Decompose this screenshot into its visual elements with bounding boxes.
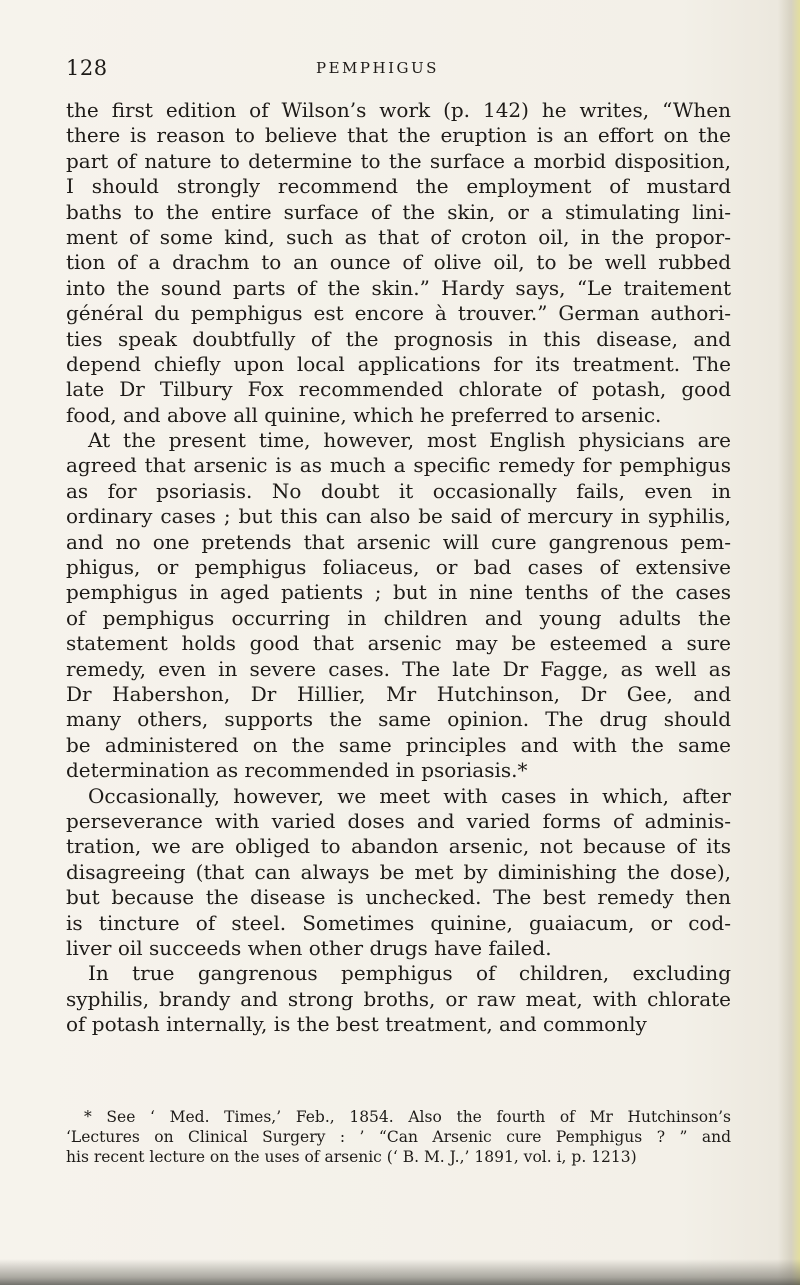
body-line: At the present time, however, most English physicians are bbox=[88, 428, 731, 453]
footnote-line: ‘Lectures on Clinical Surgery : ’ “Can Arsenic cure Pemphigus ? ” and bbox=[66, 1128, 731, 1146]
footnotes bbox=[66, 1107, 731, 1167]
body-line: but because the disease is unchecked. The best remedy then bbox=[66, 885, 731, 910]
footnote-line: * See ‘ Med. Times,’ Feb., 1854. Also the fourth of Mr Hutchinson’s bbox=[84, 1108, 731, 1126]
body-line: In true gangrenous pemphigus of children, excluding bbox=[88, 961, 731, 986]
body-line: ties speak doubtfully of the prognosis in this disease, and bbox=[66, 326, 731, 351]
body-line: agreed that arsenic is as much a specific remedy for pemphigus bbox=[66, 453, 731, 478]
page-edge-bottom bbox=[0, 1259, 800, 1285]
body-line: remedy, even in severe cases. The late Dr Fagge, as well as bbox=[66, 656, 731, 681]
body-line: ordinary cases ; but this can also be said of mercury in syphilis, bbox=[66, 504, 731, 529]
body-line: into the sound parts of the skin.” Hardy says, “Le traitement bbox=[66, 275, 731, 300]
page-header bbox=[66, 56, 731, 80]
body-line: statement holds good that arsenic may be esteemed a sure bbox=[66, 631, 731, 656]
body-line: part of nature to determine to the surface a morbid disposition, bbox=[66, 148, 731, 173]
body-line: phigus, or pemphigus foliaceus, or bad cases of extensive bbox=[66, 555, 731, 580]
body-line: and no one pretends that arsenic will cure gangrenous pem- bbox=[66, 529, 731, 554]
body-line: perseverance with varied doses and varied forms of adminis- bbox=[66, 808, 731, 833]
body-line: the first edition of Wilson’s work (p. 142) he writes, “When bbox=[66, 98, 731, 122]
body-line: tration, we are obliged to abandon arsenic, not because of its bbox=[66, 834, 731, 859]
body-line: pemphigus in aged patients ; but in nine tenths of the cases bbox=[66, 580, 731, 605]
body-line: disagreeing (that can always be met by diminishing the dose), bbox=[66, 859, 731, 884]
body-line: is tincture of steel. Sometimes quinine, guaiacum, or cod- bbox=[66, 910, 731, 935]
body-line: liver oil succeeds when other drugs have failed. bbox=[66, 935, 552, 960]
body-line: depend chiefly upon local applications for its treatment. The bbox=[66, 351, 731, 376]
body-line: food, and above all quinine, which he preferred to arsenic. bbox=[66, 402, 662, 427]
body-line: général du pemphigus est encore à trouver.” German authori- bbox=[66, 301, 731, 326]
body-line: as for psoriasis. No doubt it occasionally fails, even in bbox=[66, 478, 731, 503]
body-line: syphilis, brandy and strong broths, or raw meat, with chlorate bbox=[66, 986, 731, 1011]
body-line: I should strongly recommend the employment of mustard bbox=[66, 174, 731, 199]
body-line: be administered on the same principles and with the same bbox=[66, 732, 731, 757]
body-line: determination as recommended in psoriasis.* bbox=[66, 758, 528, 783]
page-edge-right bbox=[778, 0, 800, 1285]
body-line: of pemphigus occurring in children and young adults the bbox=[66, 605, 731, 630]
body-line: baths to the entire surface of the skin, or a stimulating lini- bbox=[66, 199, 731, 224]
body-line: of potash internally, is the best treatment, and commonly bbox=[66, 1012, 647, 1037]
body-line: there is reason to believe that the eruption is an effort on the bbox=[66, 123, 731, 148]
footnote-line: his recent lecture on the uses of arsenic (‘ B. M. J.,’ 1891, vol. i, p. 1213) bbox=[66, 1148, 637, 1166]
body-text bbox=[66, 98, 731, 1037]
body-line: tion of a drachm to an ounce of olive oil, to be well rubbed bbox=[66, 250, 731, 275]
body-line: ment of some kind, such as that of croton oil, in the propor- bbox=[66, 224, 731, 249]
running-head: PEMPHIGUS bbox=[316, 59, 439, 77]
body-line: Dr Habershon, Dr Hillier, Mr Hutchinson, Dr Gee, and bbox=[66, 681, 731, 706]
body-line: many others, supports the same opinion. The drug should bbox=[66, 707, 731, 732]
body-line: Occasionally, however, we meet with cases in which, after bbox=[88, 783, 731, 808]
page-number: 128 bbox=[66, 56, 108, 80]
body-line: late Dr Tilbury Fox recommended chlorate of potash, good bbox=[66, 377, 731, 402]
